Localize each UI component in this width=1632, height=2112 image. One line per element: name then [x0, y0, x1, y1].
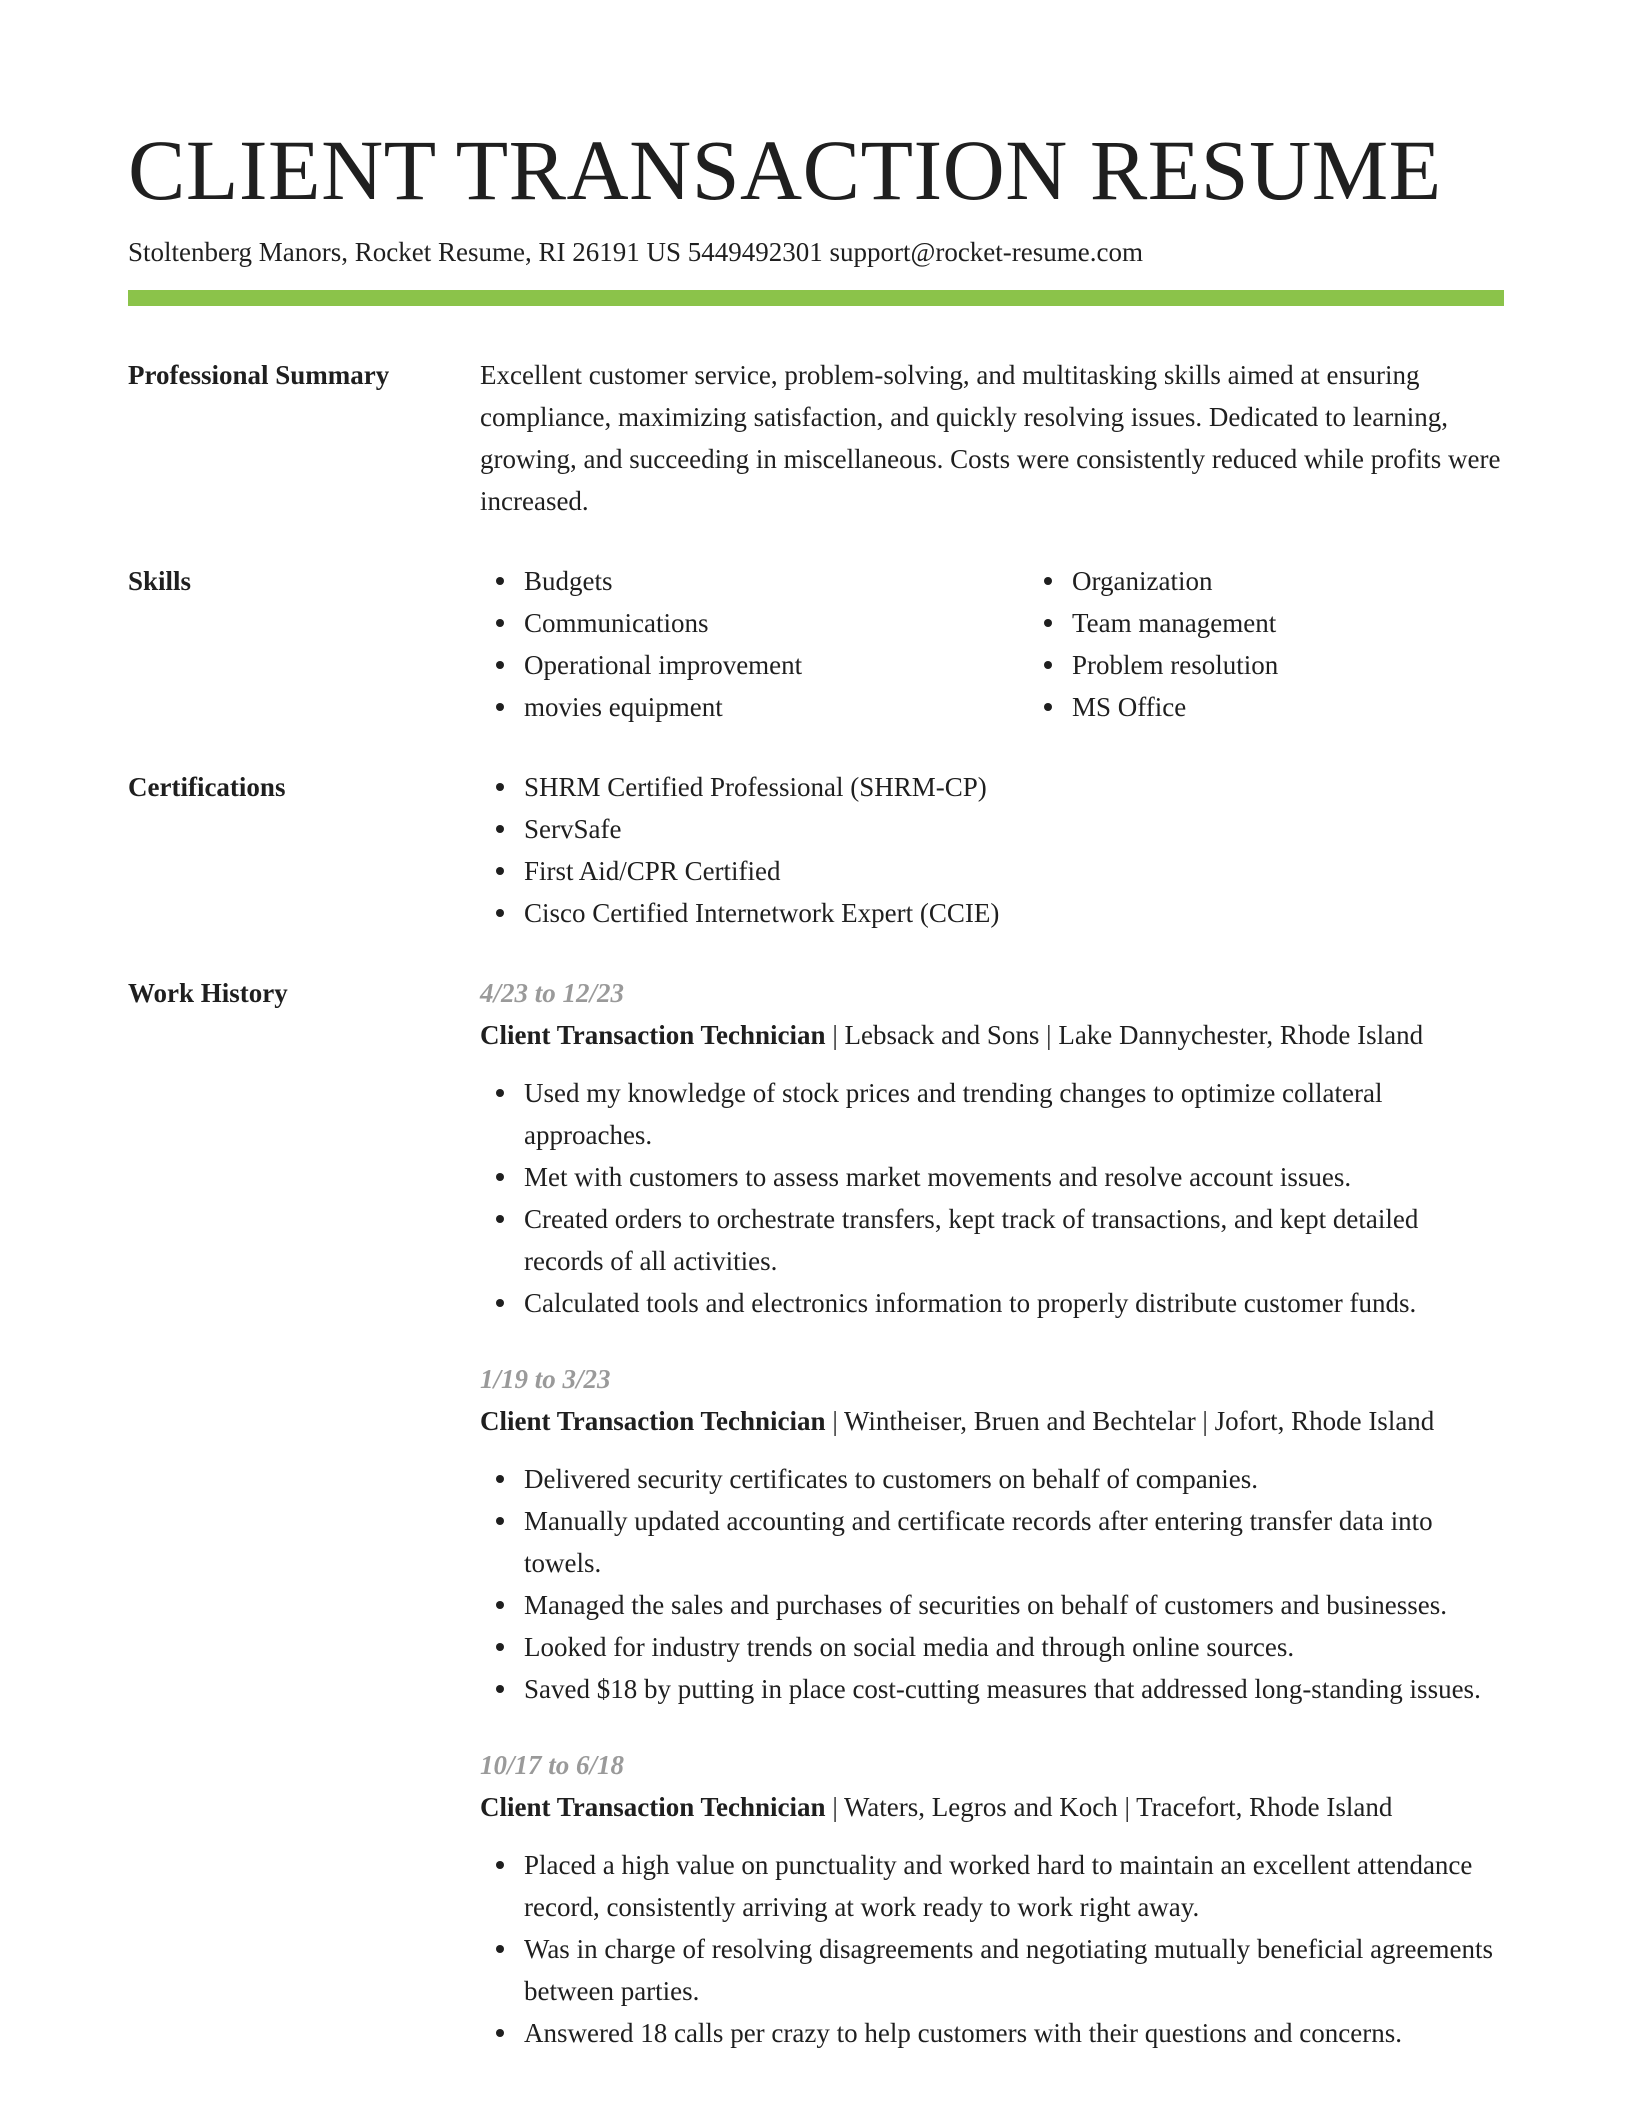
job-heading — [480, 1014, 1504, 1056]
accent-divider — [128, 290, 1504, 306]
job-heading — [480, 1786, 1504, 1828]
job-bullet: Used my knowledge of stock prices and trending changes to optimize collateral approaches. — [524, 1072, 1504, 1156]
job-title: Client Transaction Technician — [480, 1020, 826, 1050]
work-history-section — [128, 972, 1504, 2054]
resume-page — [128, 120, 1504, 2054]
section-label-skills: Skills — [128, 566, 192, 596]
professional-summary-section — [128, 354, 1504, 522]
job-bullet: Met with customers to assess market movements and resolve account issues. — [524, 1156, 1504, 1198]
job-details: | Lebsack and Sons | Lake Dannychester, Rhode Island — [825, 1020, 1424, 1050]
job-title: Client Transaction Technician — [480, 1406, 826, 1436]
job-bullet: Created orders to orchestrate transfers, kept track of transactions, and kept detailed records of all activities. — [524, 1198, 1504, 1282]
job-bullets — [480, 1072, 1504, 1324]
resume-title: CLIENT TRANSACTION RESUME — [128, 122, 1442, 218]
section-label-certifications: Certifications — [128, 772, 286, 802]
job-heading — [480, 1400, 1504, 1442]
job-dates: 4/23 to 12/23 — [480, 978, 625, 1008]
job-bullet: Looked for industry trends on social media and through online sources. — [524, 1626, 1504, 1668]
certification-item: Cisco Certified Internetwork Expert (CCIE) — [524, 892, 1504, 934]
job-bullet: Calculated tools and electronics information to properly distribute customer funds. — [524, 1282, 1504, 1324]
job-bullets — [480, 1844, 1504, 2054]
job-bullet: Saved $18 by putting in place cost-cutting measures that addressed long-standing issues. — [524, 1668, 1504, 1710]
job-bullet: Managed the sales and purchases of securities on behalf of customers and businesses. — [524, 1584, 1504, 1626]
skill-item: Problem resolution — [1072, 644, 1576, 686]
job-details: | Wintheiser, Bruen and Bechtelar | Jofort, Rhode Island — [825, 1406, 1435, 1436]
job-bullet: Manually updated accounting and certificate records after entering transfer data into towels. — [524, 1500, 1504, 1584]
contact-line: Stoltenberg Manors, Rocket Resume, RI 26191 US 5449492301 support@rocket-resume.com — [128, 237, 1143, 267]
skill-item: Organization — [1072, 560, 1576, 602]
certifications-section — [128, 766, 1504, 934]
job-bullet: Answered 18 calls per crazy to help customers with their questions and concerns. — [524, 2012, 1504, 2054]
skill-item: Team management — [1072, 602, 1576, 644]
certification-item: ServSafe — [524, 808, 1504, 850]
certification-item: SHRM Certified Professional (SHRM-CP) — [524, 766, 1504, 808]
job-bullet: Placed a high value on punctuality and worked hard to maintain an excellent attendance record, consistently arriving at work ready to work right away. — [524, 1844, 1504, 1928]
skills-list-left — [480, 560, 1028, 728]
skill-item: MS Office — [1072, 686, 1576, 728]
job-dates: 1/19 to 3/23 — [480, 1364, 611, 1394]
summary-text: Excellent customer service, problem-solving, and multitasking skills aimed at ensuring compliance, maximizing satisfaction, and quickly resolving issues. Dedicated to learning, growing, and succeeding in miscellaneous. Costs were consistently reduced while profits were increased. — [480, 360, 1501, 516]
section-label-summary: Professional Summary — [128, 360, 390, 390]
skills-list-right — [1028, 560, 1576, 728]
section-label-work-history: Work History — [128, 978, 288, 1008]
job-entry — [480, 1358, 1504, 1710]
skill-item: Budgets — [524, 560, 1028, 602]
skill-item: Operational improvement — [524, 644, 1028, 686]
job-entry — [480, 1744, 1504, 2054]
job-title: Client Transaction Technician — [480, 1792, 826, 1822]
job-bullet: Was in charge of resolving disagreements and negotiating mutually beneficial agreements between parties. — [524, 1928, 1504, 2012]
job-bullet: Delivered security certificates to customers on behalf of companies. — [524, 1458, 1504, 1500]
job-entry — [480, 972, 1504, 1324]
job-dates: 10/17 to 6/18 — [480, 1750, 625, 1780]
certification-item: First Aid/CPR Certified — [524, 850, 1504, 892]
job-details: | Waters, Legros and Koch | Tracefort, Rhode Island — [825, 1792, 1393, 1822]
skill-item: Communications — [524, 602, 1028, 644]
skill-item: movies equipment — [524, 686, 1028, 728]
certifications-list — [480, 766, 1504, 934]
job-bullets — [480, 1458, 1504, 1710]
skills-section — [128, 560, 1504, 728]
